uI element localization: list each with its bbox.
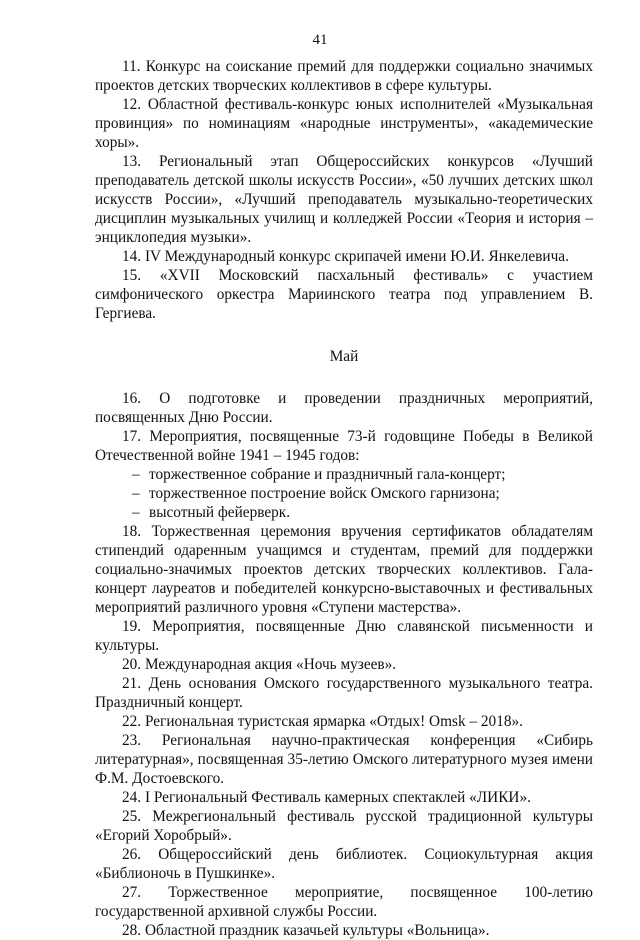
item-line: литературная», посвященная 35-летию Омского литературного музея имени xyxy=(95,751,593,768)
bullet-text: торжественное собрание и праздничный гала-концерт; xyxy=(149,466,506,483)
page-number: 41 xyxy=(312,32,328,48)
item-line: Праздничный концерт. xyxy=(95,694,243,711)
item-line: государственной архивной службы России. xyxy=(95,903,378,920)
item-line: энциклопедия музыки». xyxy=(95,229,252,246)
list-item xyxy=(95,883,593,921)
list-item xyxy=(95,845,593,883)
items-list-after xyxy=(95,389,593,940)
bullet-text: высотный фейерверк. xyxy=(149,504,291,521)
item-line: 16. О подготовке и проведении праздничных мероприятий, xyxy=(122,390,593,407)
item-line: 22. Региональная туристская ярмарка «Отдых! Omsk – 2018». xyxy=(122,713,523,730)
item-line: проектов детских творческих коллективов в сфере культуры. xyxy=(95,77,492,94)
item-line: концерт лауреатов и победителей конкурсно-выставочных и фестивальных xyxy=(95,580,593,597)
item-line: «Библионочь в Пушкинке». xyxy=(95,865,276,882)
bullet-dash: – xyxy=(132,466,140,483)
list-item xyxy=(95,617,593,655)
item-line: Ф.М. Достоевского. xyxy=(95,770,225,787)
list-item xyxy=(95,807,593,845)
item-line: 13. Региональный этап Общероссийских конкурсов «Лучший xyxy=(122,153,593,170)
item-line: 12. Областной фестиваль-конкурс юных исполнителей «Музыкальная xyxy=(122,96,593,113)
list-item xyxy=(95,712,593,731)
list-item xyxy=(95,674,593,712)
bullet-list xyxy=(95,465,593,522)
item-line: стипендий одаренным учащимся и студентам, премий для поддержки xyxy=(95,542,593,559)
item-line: 28. Областной праздник казачьей культуры «Вольница». xyxy=(122,922,490,939)
list-item xyxy=(95,152,593,247)
item-line: 17. Мероприятия, посвященные 73-й годовщине Победы в Великой xyxy=(122,428,593,445)
item-line: 15. «XVII Московский пасхальный фестиваль» с участием xyxy=(122,267,593,284)
bullet-dash: – xyxy=(132,485,140,502)
item-line: дисциплин музыкальных училищ и колледжей России «Теория и история – xyxy=(95,210,593,227)
list-item xyxy=(95,788,593,807)
bullet-item xyxy=(95,484,593,503)
item-line: 19. Мероприятия, посвященные Дню славянской письменности и xyxy=(122,618,593,635)
item-line: 21. День основания Омского государственного музыкального театра. xyxy=(122,675,593,692)
item-line: культуры. xyxy=(95,637,160,654)
item-line: симфонического оркестра Мариинского театра под управлением В. Гергиева. xyxy=(95,286,593,322)
list-item xyxy=(95,731,593,788)
item-line: социально-значимых проектов детских творческих коллективов. Гала- xyxy=(95,561,593,578)
item-line: 26. Общероссийский день библиотек. Социокультурная акция xyxy=(122,846,593,863)
item-line: провинция» по номинациям «народные инструменты», «академические xyxy=(95,115,593,132)
item-line: 25. Межрегиональный фестиваль русской традиционной культуры xyxy=(122,808,593,825)
item-line: 24. I Региональный Фестиваль камерных спектаклей «ЛИКИ». xyxy=(122,789,531,806)
list-item xyxy=(95,655,593,674)
list-item xyxy=(95,389,593,427)
list-item xyxy=(95,921,593,940)
list-item xyxy=(95,57,593,95)
item-line: хоры». xyxy=(95,134,140,151)
list-item xyxy=(95,247,593,266)
bullet-dash: – xyxy=(132,504,140,521)
bullet-text: торжественное построение войск Омского гарнизона; xyxy=(149,485,500,502)
item-line: 27. Торжественное мероприятие, посвященное 100-летию xyxy=(122,884,593,901)
section-heading: Май xyxy=(329,348,359,365)
item-line: преподаватель детской школы искусств России», «50 лучших детских школ xyxy=(95,172,593,189)
list-item xyxy=(95,427,593,465)
document-body xyxy=(95,57,593,940)
item-line: 14. IV Международный конкурс скрипачей имени Ю.И. Янкелевича. xyxy=(122,248,569,265)
item-line: искусств России», «Лучший преподаватель музыкально-теоретических xyxy=(95,191,593,208)
items-list-before xyxy=(95,57,593,323)
item-line: Отечественной войне 1941 – 1945 годов: xyxy=(95,447,360,464)
item-line: 18. Торжественная церемония вручения сертификатов обладателям xyxy=(122,523,593,540)
list-item xyxy=(95,266,593,323)
item-line: мероприятий различного уровня «Ступени мастерства». xyxy=(95,599,462,616)
list-item xyxy=(95,522,593,617)
bullet-item xyxy=(95,465,593,484)
item-line: 11. Конкурс на соискание премий для поддержки социально значимых xyxy=(122,58,593,75)
item-line: 23. Региональная научно-практическая конференция «Сибирь xyxy=(122,732,593,749)
item-line: 20. Международная акция «Ночь музеев». xyxy=(122,656,397,673)
item-line: посвященных Дню России. xyxy=(95,409,273,426)
bullet-item xyxy=(95,503,593,522)
list-item xyxy=(95,95,593,152)
item-line: «Егорий Хоробрый». xyxy=(95,827,232,844)
